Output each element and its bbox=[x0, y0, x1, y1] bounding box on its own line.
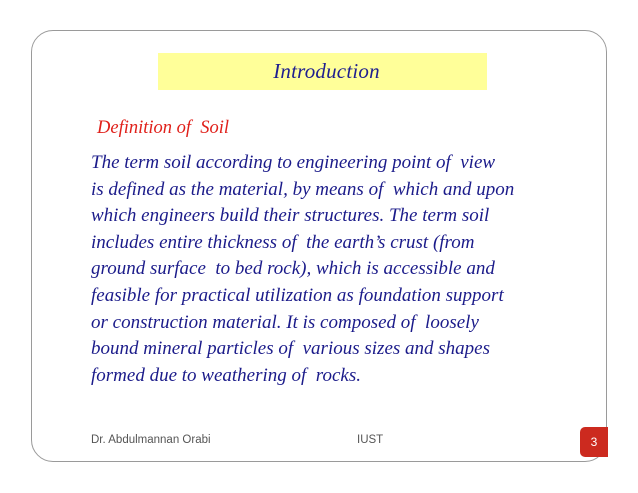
footer-author: Dr. Abdulmannan Orabi bbox=[91, 434, 211, 446]
title-highlight-box bbox=[158, 53, 487, 90]
footer-organization: IUST bbox=[357, 434, 384, 446]
body-line: which engineers build their structures. The term soil bbox=[91, 205, 490, 227]
body-line: bound mineral particles of various sizes and shapes bbox=[91, 338, 490, 360]
slide-body-text bbox=[91, 150, 571, 389]
body-line: feasible for practical utilization as foundation support bbox=[91, 284, 504, 306]
body-line: or construction material. It is composed of loosely bbox=[91, 311, 479, 333]
body-line: is defined as the material, by means of which and upon bbox=[91, 178, 515, 200]
slide-subheading: Definition of Soil bbox=[97, 118, 230, 138]
body-line: formed due to weathering of rocks. bbox=[91, 364, 362, 386]
body-line: ground surface to bed rock), which is accessible and bbox=[91, 258, 495, 280]
page-number-badge bbox=[580, 427, 608, 457]
body-line: The term soil according to engineering point of view bbox=[91, 152, 496, 173]
slide-title: Introduction bbox=[273, 59, 380, 83]
body-line: includes entire thickness of the earth’s crust (from bbox=[91, 231, 475, 253]
page-number: 3 bbox=[590, 435, 598, 449]
